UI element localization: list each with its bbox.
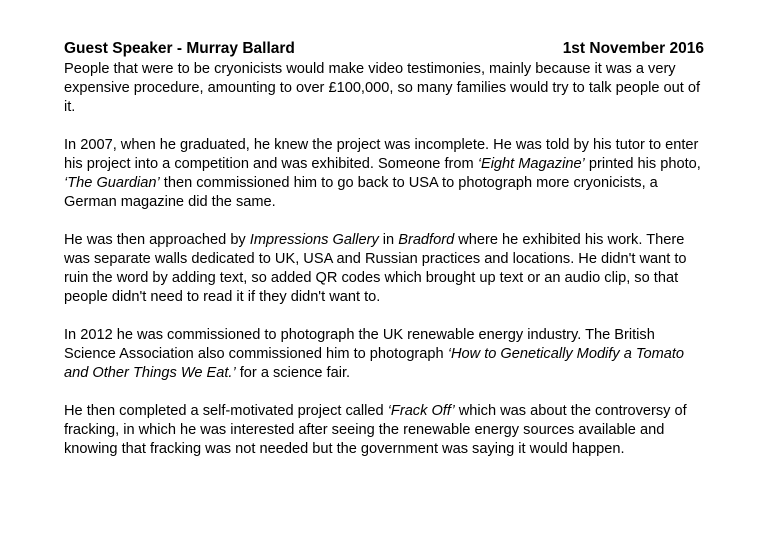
gallery-name: Impressions Gallery <box>249 232 379 248</box>
paragraph-text: which was about the controversy of fracking, in which he was interested after seeing the renewable energy sources available and knowing that fracking was not needed but the government was saying it would happen. <box>64 403 687 457</box>
paragraph-cryonicists <box>64 60 704 117</box>
paragraph-text: He was then approached by <box>64 232 250 248</box>
document-page <box>64 38 704 478</box>
paragraph-text: In 2012 he was commissioned to photograph the UK renewable energy industry. The British Science Association also commissioned him to photograph <box>64 327 655 362</box>
paragraph-text: printed his photo, <box>584 156 701 172</box>
paragraph-text: where he exhibited his work. There was separate walls dedicated to UK, USA and Russian practices and locations. He didn't want to ruin the word by adding text, so added QR codes which brought up text or an audio clip, so that people didn't need to read it if they didn't want to. <box>64 232 687 305</box>
page-title: Guest Speaker - Murray Ballard <box>64 40 295 57</box>
newspaper-title: ‘The Guardian’ <box>64 175 160 191</box>
project-title: ‘Frack Off’ <box>387 403 455 419</box>
paragraph-text: then commissioned him to go back to USA to photograph more cryonicists, a German magazine did the same. <box>64 175 658 210</box>
paragraph-text: People that were to be cryonicists would make video testimonies, mainly because it was a very expensive procedure, amounting to over £100,000, so many families would try to talk people out of it. <box>64 61 701 115</box>
project-title: ‘How to Genetically Modify a Tomato and Other Things We Eat.’ <box>64 346 685 381</box>
city-name: Bradford <box>398 232 455 248</box>
paragraph-text: in <box>378 232 399 248</box>
paragraph-text: He then completed a self-motivated project called <box>64 403 388 419</box>
paragraph-2007 <box>64 136 704 212</box>
paragraph-2012 <box>64 326 704 383</box>
date-label: 1st November 2016 <box>562 40 704 57</box>
paragraph-exhibition <box>64 231 704 307</box>
paragraph-frack-off <box>64 402 704 459</box>
paragraph-text: In 2007, when he graduated, he knew the project was incomplete. He was told by his tutor to enter his project into a competition and was exhibited. Someone from <box>64 137 699 172</box>
magazine-title: ‘Eight Magazine’ <box>477 156 585 172</box>
document-header <box>64 38 704 60</box>
paragraph-text: for a science fair. <box>235 365 351 381</box>
